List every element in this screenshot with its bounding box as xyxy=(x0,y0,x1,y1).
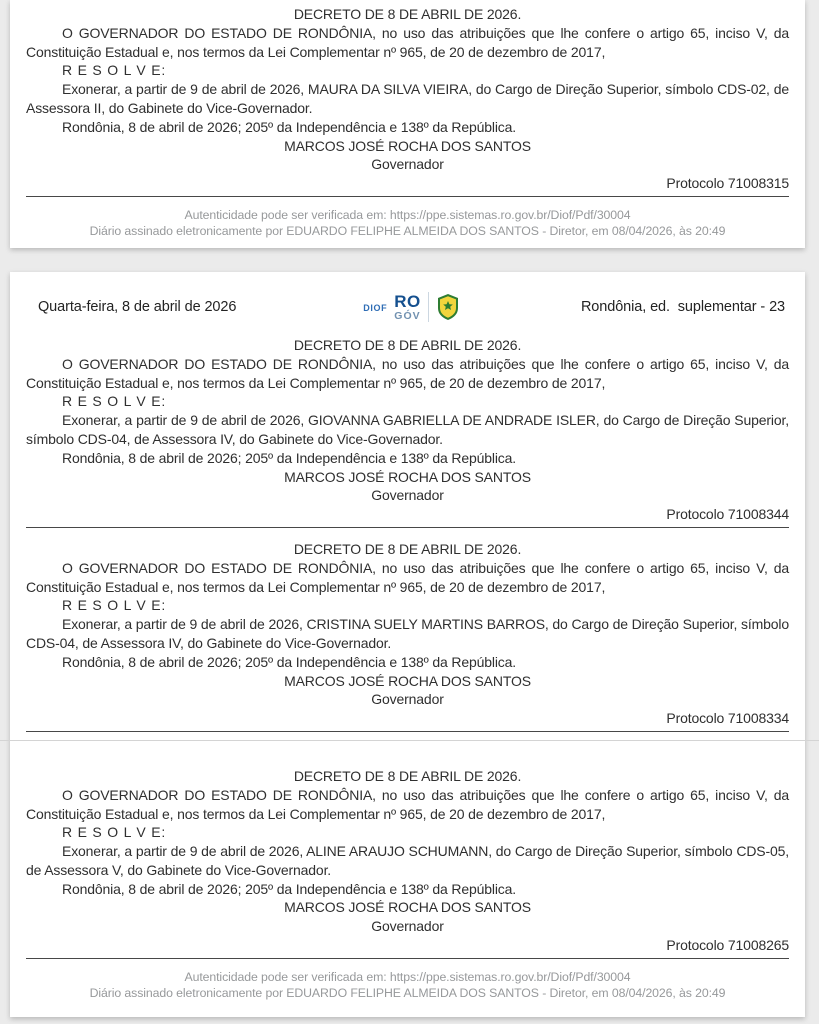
decree-preamble: O GOVERNADOR DO ESTADO DE RONDÔNIA, no uso das atribuições que lhe confere o artigo 65, inciso V, da Constituição Estadual e, nos termos da Lei Complementar nº 965, de 20 de dezembro de 2017, xyxy=(26,786,789,822)
authenticity-footer xyxy=(26,207,789,240)
authenticity-footer xyxy=(26,969,789,1002)
gazette-sheet-top xyxy=(10,0,805,248)
decree-preamble: O GOVERNADOR DO ESTADO DE RONDÔNIA, no uso das atribuições que lhe confere o artigo 65, inciso V, da Constituição Estadual e, nos termos da Lei Complementar nº 965, de 20 de dezembro de 2017, xyxy=(26,355,789,391)
stitch-seam-line xyxy=(0,740,819,741)
exoneration-paragraph: Exonerar, a partir de 9 de abril de 2026, MAURA DA SILVA VIEIRA, do Cargo de Direção Superior, símbolo CDS-02, de Assessora II, do Gabinete do Vice-Governador. xyxy=(26,81,789,116)
decree-dateline: Rondônia, 8 de abril de 2026; 205º da Independência e 138º da República. xyxy=(62,880,517,897)
decree-title: DECRETO DE 8 DE ABRIL DE 2026. xyxy=(293,6,522,22)
signature-role: Governador xyxy=(371,487,444,504)
decree-preamble: O GOVERNADOR DO ESTADO DE RONDÔNIA, no uso das atribuições que lhe confere o artigo 65, inciso V, da Constituição Estadual e, nos termos da Lei Complementar nº 965, de 20 de dezembro de 2017, xyxy=(26,559,789,595)
signature-name: MARCOS JOSÉ ROCHA DOS SANTOS xyxy=(284,899,531,916)
header-date: Quarta-feira, 8 de abril de 2026 xyxy=(38,298,237,315)
protocol-number: Protocolo 71008344 xyxy=(666,506,789,523)
decree-dateline: Rondônia, 8 de abril de 2026; 205º da Independência e 138º da República. xyxy=(62,653,517,670)
decree-section xyxy=(26,540,789,732)
decree-title: DECRETO DE 8 DE ABRIL DE 2026. xyxy=(293,767,522,784)
gov-logo-text: GÓV xyxy=(394,309,421,322)
authenticity-line: Autenticidade pode ser verificada em: https://ppe.sistemas.ro.gov.br/Diof/Pdf/30004 xyxy=(184,969,631,984)
signature-role: Governador xyxy=(371,918,444,935)
exoneration-paragraph: Exonerar, a partir de 9 de abril de 2026, ALINE ARAUJO SCHUMANN, do Cargo de Direção Superior, símbolo CDS-05, de Assessora V, do Gabinete do Vice-Governador. xyxy=(26,843,789,878)
signature-name: MARCOS JOSÉ ROCHA DOS SANTOS xyxy=(284,137,531,154)
decree-dateline: Rondônia, 8 de abril de 2026; 205º da Independência e 138º da República. xyxy=(62,449,517,466)
decree-section xyxy=(26,336,789,528)
resolve-clause: R E S O L V E: xyxy=(62,62,167,79)
resolve-clause: R E S O L V E: xyxy=(62,393,167,410)
signature-footer-line: Diário assinado eletronicamente por EDUARDO FELIPHE ALMEIDA DOS SANTOS - Diretor, em 08/04/2026, às 20:49 xyxy=(89,224,726,239)
signature-name: MARCOS JOSÉ ROCHA DOS SANTOS xyxy=(284,672,531,689)
decree-section xyxy=(26,5,789,197)
ro-logo-text: RO xyxy=(394,291,421,311)
signature-role: Governador xyxy=(371,691,444,708)
decree-title: DECRETO DE 8 DE ABRIL DE 2026. xyxy=(293,336,522,353)
gazette-header xyxy=(26,286,789,328)
protocol-number: Protocolo 71008315 xyxy=(666,175,789,192)
decree-preamble: O GOVERNADOR DO ESTADO DE RONDÔNIA, no uso das atribuições que lhe confere o artigo 65, inciso V, da Constituição Estadual e, nos termos da Lei Complementar nº 965, de 20 de dezembro de 2017, xyxy=(26,24,789,60)
header-edition: Rondônia, ed. suplementar - 23 xyxy=(580,298,785,315)
protocol-number: Protocolo 71008265 xyxy=(666,937,789,954)
logo-divider xyxy=(428,292,429,322)
decree-title: DECRETO DE 8 DE ABRIL DE 2026. xyxy=(293,540,522,557)
ro-gov-logo-text xyxy=(394,293,421,322)
decree-dateline: Rondônia, 8 de abril de 2026; 205º da Independência e 138º da República. xyxy=(62,118,517,135)
signature-footer-line: Diário assinado eletronicamente por EDUARDO FELIPHE ALMEIDA DOS SANTOS - Diretor, em 08/04/2026, às 20:49 xyxy=(89,986,726,1001)
diof-logo-text: DIOF xyxy=(363,302,388,313)
rondonia-coat-of-arms-icon xyxy=(436,293,460,321)
resolve-clause: R E S O L V E: xyxy=(62,824,167,841)
resolve-clause: R E S O L V E: xyxy=(62,597,167,614)
signature-role: Governador xyxy=(371,156,444,173)
protocol-number: Protocolo 71008334 xyxy=(666,710,789,727)
gazette-sheet-main xyxy=(10,272,805,1017)
decree-section xyxy=(26,767,789,959)
exoneration-paragraph: Exonerar, a partir de 9 de abril de 2026, GIOVANNA GABRIELLA DE ANDRADE ISLER, do Cargo de Direção Superior, símbolo CDS-04, de Assessora IV, do Gabinete do Vice-Governador. xyxy=(26,412,789,447)
diof-logo xyxy=(363,292,459,322)
authenticity-line: Autenticidade pode ser verificada em: https://ppe.sistemas.ro.gov.br/Diof/Pdf/30004 xyxy=(184,207,631,222)
exoneration-paragraph: Exonerar, a partir de 9 de abril de 2026, CRISTINA SUELY MARTINS BARROS, do Cargo de Direção Superior, símbolo CDS-04, de Assessora IV, do Gabinete do Vice-Governador. xyxy=(26,616,789,651)
signature-name: MARCOS JOSÉ ROCHA DOS SANTOS xyxy=(284,468,531,485)
